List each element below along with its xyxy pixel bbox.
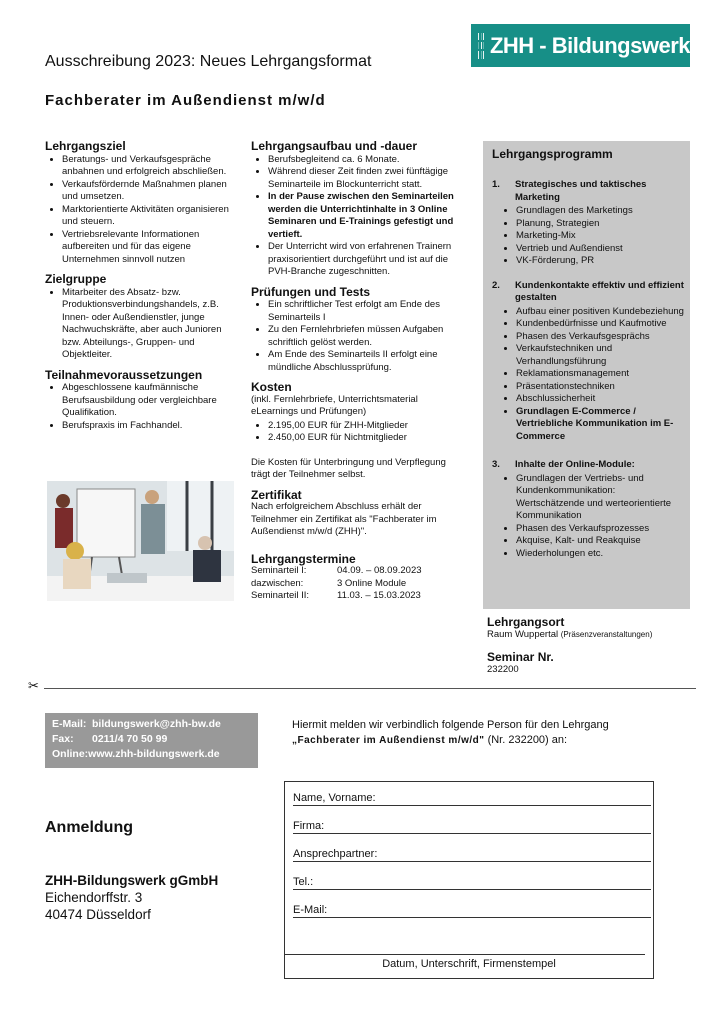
section-title: Seminar Nr. [487, 650, 554, 664]
scissors-icon: ✂ [28, 678, 39, 693]
contact-person-field[interactable]: Ansprechpartner: [293, 848, 651, 862]
people-illustration-icon [47, 481, 234, 601]
list-item: • Zu den Fernlehrbriefen müssen Aufgaben schriftlich gelöst werden. [268, 324, 456, 349]
list-item: • 2.450,00 EUR für Nichtmitglieder [268, 432, 456, 445]
list-item: • Vertriebsrelevante Informationen aufbereiten und für das eigene Unternehmen sinnvoll nutzen [62, 229, 235, 267]
phone-field[interactable]: Tel.: [293, 876, 651, 890]
course-title: Fachberater im Außendienst m/w/d [45, 92, 326, 109]
list-item: • Verkaufstechniken und Verhandlungsführung [516, 343, 684, 368]
termin-label: dazwischen: [251, 577, 304, 589]
address-street: Eichendorffstr. 3 [45, 890, 143, 905]
signature-line[interactable] [285, 954, 645, 955]
list-item: • Abschlussicherheit [516, 393, 684, 406]
list-item: • Berufsbegleitend ca. 6 Monate. [268, 154, 456, 167]
column-middle [251, 140, 456, 610]
section-title: Lehrgangstermine [251, 551, 356, 566]
section-title: Prüfungen und Tests [251, 284, 371, 299]
registration-intro [292, 718, 692, 748]
termin-label: Seminarteil II: [251, 590, 310, 601]
program-section-title [492, 179, 684, 204]
email-field[interactable]: E-Mail: [293, 904, 651, 918]
section-zielgruppe [45, 273, 235, 362]
intro-line: Hiermit melden wir verbindlich folgende Person für den Lehrgang [292, 719, 609, 731]
termin-label: Seminarteil I: [251, 565, 307, 576]
section-title: Lehrgangsort [487, 615, 565, 629]
classroom-photo [47, 481, 234, 601]
lehrgangsprogramm-box [483, 141, 690, 609]
section-title: Lehrgangsziel [45, 139, 126, 153]
contact-box [45, 713, 258, 768]
list [251, 154, 456, 279]
termin-value: 11.03. – 15.03.2023 [337, 590, 421, 601]
contact-label: Online: [52, 748, 89, 760]
list [45, 154, 235, 267]
section-zertifikat [251, 489, 456, 539]
list-item: • Der Unterricht wird von erfahrenen Trainern praxisorientiert durchgeführt und ist auf die PVH-Branche zugeschnitten. [268, 241, 456, 279]
page-title: Ausschreibung 2023: Neues Lehrgangsformat [45, 53, 372, 70]
program-section-title [492, 459, 684, 472]
list-item: • Mitarbeiter des Absatz- bzw. Produktionsverbindungshandels, z.B. Innen- oder Außendienstler, junge Nachwuchskräfte, aber auch Junioren bzw. Abteilungs-, Gruppen- und Objektleiter. [62, 287, 235, 362]
list [251, 299, 456, 374]
registration-form [284, 781, 654, 979]
termin-row [251, 565, 456, 578]
section-kosten [251, 381, 456, 482]
logo-grid-icon [478, 33, 484, 59]
section-termine [251, 553, 456, 603]
contact-fax: 0211/4 70 50 99 [92, 733, 168, 745]
list [492, 473, 684, 561]
company-field[interactable]: Firma: [293, 820, 651, 834]
list [251, 420, 456, 445]
termin-row [251, 590, 456, 603]
list-item: • Phasen des Verkaufsgesprächs [516, 331, 684, 344]
list-item: • Wiederholungen etc. [516, 548, 684, 561]
list-item: • Grundlagen E-Commerce / Vertriebliche Kommunikation im E-Commerce [516, 406, 684, 444]
list [45, 382, 235, 432]
list-item: • Ein schriftlicher Test erfolgt am Ende des Seminarteils I [268, 299, 456, 324]
section-title: Zielgruppe [45, 272, 107, 286]
anmeldung-heading: Anmeldung [45, 819, 133, 836]
list [45, 287, 235, 362]
address-block [45, 872, 218, 923]
address-company: ZHH-Bildungswerk gGmbH [45, 873, 219, 888]
list-item: • Am Ende des Seminarteils II erfolgt eine mündliche Abschlussprüfung. [268, 349, 456, 374]
list-item: • Akquise, Kalt- und Reakquise [516, 535, 684, 548]
contact-row-online [52, 747, 251, 762]
list-item: • Aufbau einer positiven Kundebeziehung [516, 306, 684, 319]
list-item: • Beratungs- und Verkaufsgespräche anbahnen und erfolgreich abschließen. [62, 154, 235, 179]
contact-label: Fax: [52, 733, 74, 745]
contact-email[interactable]: bildungswerk@zhh-bw.de [92, 718, 221, 730]
section-pruefungen [251, 286, 456, 375]
list-item: • VK-Förderung, PR [516, 255, 684, 268]
list-item: • Marketing-Mix [516, 230, 684, 243]
section-title: Teilnahmevoraussetzungen [45, 367, 203, 382]
list-item: • Berufspraxis im Fachhandel. [62, 420, 235, 433]
contact-row-email [52, 717, 251, 732]
name-field[interactable]: Name, Vorname: [293, 792, 651, 806]
list-item: • Während dieser Zeit finden zwei fünftägige Seminarteile im Blockunterricht statt. [268, 166, 456, 191]
contact-website[interactable]: www.zhh-bildungswerk.de [88, 748, 220, 760]
section-title: Zertifikat [251, 487, 302, 502]
list-item: • Präsentationstechniken [516, 381, 684, 394]
program-section-title [492, 280, 684, 305]
list-item: • 2.195,00 EUR für ZHH-Mitglieder [268, 420, 456, 433]
section-title: Kosten [251, 380, 292, 394]
list-item: • Reklamationsmanagement [516, 368, 684, 381]
section-title: Lehrgangsaufbau und -dauer [251, 139, 418, 153]
list-item: • In der Pause zwischen den Seminarteilen werden die Unterrichtinhalte in 3 Online Seminaren und E-Trainings gefestigt und vertieft. [268, 191, 456, 241]
seminar-number: 232200 [487, 663, 519, 675]
section-heading: Inhalte der Online-Module: [515, 459, 635, 470]
section-heading: Kundenkontakte effektiv und effizient gestalten [515, 279, 684, 303]
contact-label: E-Mail: [52, 718, 87, 730]
ort-small: (Präsenzveranstaltungen) [560, 629, 653, 639]
list-item: • Grundlagen des Marketings [516, 205, 684, 218]
program-list [492, 179, 684, 560]
zertifikat-text: Nach erfolgreichem Abschluss erhält der Teilnehmer ein Zertifikat als "Fachberater im Außendienst m/w/d (ZHH)". [251, 501, 437, 537]
list [492, 205, 684, 268]
ort-text: Raum Wuppertal [487, 628, 559, 640]
section-ort [487, 616, 652, 641]
contact-row-fax [52, 732, 251, 747]
kosten-intro: (inkl. Fernlehrbriefe, Unterrichtsmaterial eLearnings und Prüfungen) [251, 393, 418, 417]
section-aufbau [251, 140, 456, 279]
section-seminar-nr [487, 651, 554, 676]
list-item: • Phasen des Verkaufsprozesses [516, 523, 684, 536]
section-teilnahme [45, 369, 235, 433]
zhh-logo [471, 24, 690, 67]
address-city: 40474 Düsseldorf [45, 907, 151, 922]
list-item: • Verkaufsfördernde Maßnahmen planen und umsetzen. [62, 179, 235, 204]
intro-tail: (Nr. 232200) an: [484, 734, 568, 746]
list-item: • Abgeschlossene kaufmännische Berufsausbildung oder vergleichbare Qualifikation. [62, 382, 235, 420]
termin-value: 04.09. – 08.09.2023 [337, 565, 422, 576]
logo-text: ZHH - Bildungswerk [489, 32, 690, 58]
section-heading: Strategisches und taktisches Marketing [515, 179, 647, 203]
column-left [45, 140, 235, 439]
list-item: • Kundenbedürfnisse und Kaufmotive [516, 318, 684, 331]
intro-course: „Fachberater im Außendienst m/w/d" [292, 735, 485, 746]
list [492, 306, 684, 444]
signature-label: Datum, Unterschrift, Firmenstempel [382, 958, 556, 970]
section-title: Lehrgangsprogramm [492, 147, 613, 161]
section-lehrgangsziel [45, 140, 235, 266]
section-number: 2. [492, 279, 500, 291]
cut-line [44, 688, 696, 689]
list-item: • Vertrieb und Außendienst [516, 243, 684, 256]
list-item: • Grundlagen der Vertriebs- und Kundenkommunikation: Wertschätzende und werteorientierte Kommunikation [516, 473, 684, 523]
list-item: • Marktorientierte Aktivitäten organisieren und steuern. [62, 204, 235, 229]
section-number: 1. [492, 179, 500, 190]
termin-row [251, 578, 456, 591]
kosten-note: Die Kosten für Unterbringung und Verpflegung trägt der Teilnehmer selbst. [251, 456, 446, 480]
termin-value: 3 Online Module [337, 577, 407, 589]
list-item: • Planung, Strategien [516, 218, 684, 231]
section-number: 3. [492, 459, 500, 470]
